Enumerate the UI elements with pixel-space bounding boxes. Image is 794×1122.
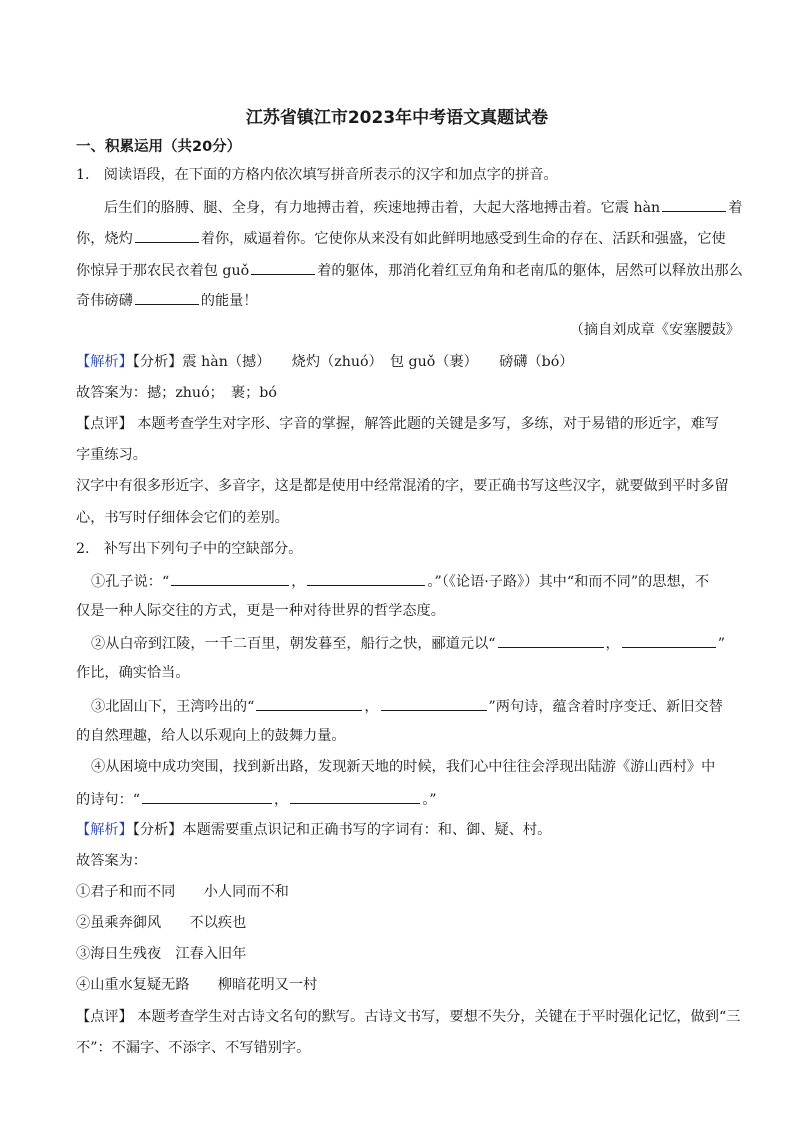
q2-text: ①孔子说：“ <box>91 574 170 590</box>
q2-analysis <box>76 820 551 840</box>
answer-blank[interactable] <box>251 259 315 275</box>
q1-analysis <box>76 352 573 372</box>
analysis-tag: 【解析】 <box>76 822 133 838</box>
q2-text: ， <box>291 574 306 590</box>
q2-text: 。”（《论语·子路》）其中“和而不同”的思想，不 <box>427 574 710 590</box>
q2-text: ②从白帝到江陵，一千二百里，朝发暮至，船行之快，郦道元以“ <box>91 636 496 652</box>
q1-passage-line2 <box>76 227 726 249</box>
q2-item1-line1 <box>91 570 709 592</box>
answer-blank[interactable] <box>171 570 289 586</box>
q2-item1-line2: 仅是一种人际交往的方式，更是一种对待世界的哲学态度。 <box>76 603 445 619</box>
analysis-tag: 【解析】 <box>76 354 133 370</box>
answer-blank[interactable] <box>142 788 272 804</box>
section-heading: 一、积累运用（共20分） <box>76 139 242 155</box>
page-title: 江苏省镇江市2023年中考语文真题试卷 <box>245 108 549 128</box>
answer-blank[interactable] <box>256 695 362 711</box>
q2-item4-line2 <box>76 788 437 810</box>
q1-answer: 故答案为：撼；zhuó； 裹；bó <box>76 385 277 401</box>
q2-text: ， <box>605 636 620 652</box>
q1-source: （摘自刘成章《安塞腰鼓》 <box>569 322 740 338</box>
q2-text: ” <box>717 636 725 652</box>
q1-text: 你惊异于那农民衣着包 guǒ <box>76 263 250 279</box>
analysis-text: 【分析】震 hàn（撼） 烧灼（zhuó） 包 guǒ（裹） 磅礴（bó） <box>132 354 574 370</box>
q2-text: ， <box>364 699 379 715</box>
answer-blank[interactable] <box>135 227 199 243</box>
q1-passage-line3 <box>76 259 743 281</box>
answer-blank[interactable] <box>498 632 604 648</box>
answer-blank[interactable] <box>662 196 726 212</box>
q2-text: 的诗句：“ <box>76 792 141 808</box>
q2-item3-line2: 的自然理趣，给人以乐观向上的鼓舞力量。 <box>76 728 346 744</box>
q2-text: ， <box>274 792 289 808</box>
q2-comment-line2: 不”：不漏字、不添字、不写错别字。 <box>76 1040 311 1056</box>
q2-answer-1: ①君子和而不同 小人同而不和 <box>76 884 289 900</box>
answer-blank[interactable] <box>307 570 425 586</box>
q2-item4-line1: ④从困境中成功突围，找到新出路，发现新天地的时候，我们心中往往会浮现出陆游《游山西村》中 <box>91 759 716 775</box>
q1-text: 奇伟磅礴 <box>76 293 133 309</box>
q1-text: 着的躯体，那消化着红豆角角和老南瓜的躯体，居然可以释放出那么 <box>317 263 743 279</box>
answer-blank[interactable] <box>135 289 199 305</box>
q2-answer-4: ④山重水复疑无路 柳暗花明又一村 <box>76 977 318 993</box>
q2-answer-3: ③海日生残夜 江春入旧年 <box>76 946 247 962</box>
q1-comment-line2: 字重练习。 <box>76 447 147 463</box>
q2-text: 。” <box>422 792 437 808</box>
answer-blank[interactable] <box>622 632 716 648</box>
q2-text: ③北固山下，王湾吟出的“ <box>91 699 255 715</box>
answer-blank[interactable] <box>381 695 487 711</box>
q2-answer: 故答案为： <box>76 853 147 869</box>
q1-text: 后生们的胳膊、腿、全身，有力地搏击着，疾速地搏击着，大起大落地搏击着。它震 hàn <box>104 200 661 216</box>
q2-comment-line1: 【点评】 本题考查学生对古诗文名句的默写。古诗文书写，要想不失分，关键在于平时强化记忆，做到“三 <box>76 1009 741 1025</box>
q1-text: 的能量！ <box>200 293 258 309</box>
q2-item2-line2: 作比，确实恰当。 <box>76 665 190 681</box>
q1-text: 着 <box>728 200 743 216</box>
analysis-text: 【分析】本题需要重点识记和正确书写的字词有：和、御、疑、村。 <box>132 822 552 838</box>
q2-stem: 2. 补写出下列句子中的空缺部分。 <box>76 541 303 557</box>
q1-stem: 1. 阅读语段，在下面的方格内依次填写拼音所表示的汉字和加点字的拼音。 <box>76 167 558 183</box>
q1-passage-line4 <box>76 289 258 311</box>
q2-text: ”两句诗，蕴含着时序变迁、新旧交替 <box>488 699 723 715</box>
q1-passage-line1 <box>104 196 742 218</box>
q2-item2-line1 <box>91 632 725 654</box>
q2-item3-line1 <box>91 695 723 717</box>
answer-blank[interactable] <box>290 788 420 804</box>
q1-text: 你，烧灼 <box>76 231 133 247</box>
q1-comment-line3: 汉字中有很多形近字、多音字，这是都是使用中经常混淆的字，要正确书写这些汉字，就要做到平时多留 <box>76 478 729 494</box>
q1-text: 着你，威逼着你。它使你从来没有如此鲜明地感受到生命的存在、活跃和强盛，它使 <box>200 231 726 247</box>
q1-comment-line4: 心，书写时仔细体会它们的差别。 <box>76 510 289 526</box>
q2-answer-2: ②虽乘奔御风 不以疾也 <box>76 915 247 931</box>
q1-comment-line1: 【点评】 本题考查学生对字形、字音的掌握，解答此题的关键是多写，多练，对于易错的形近字，难写 <box>76 416 719 432</box>
